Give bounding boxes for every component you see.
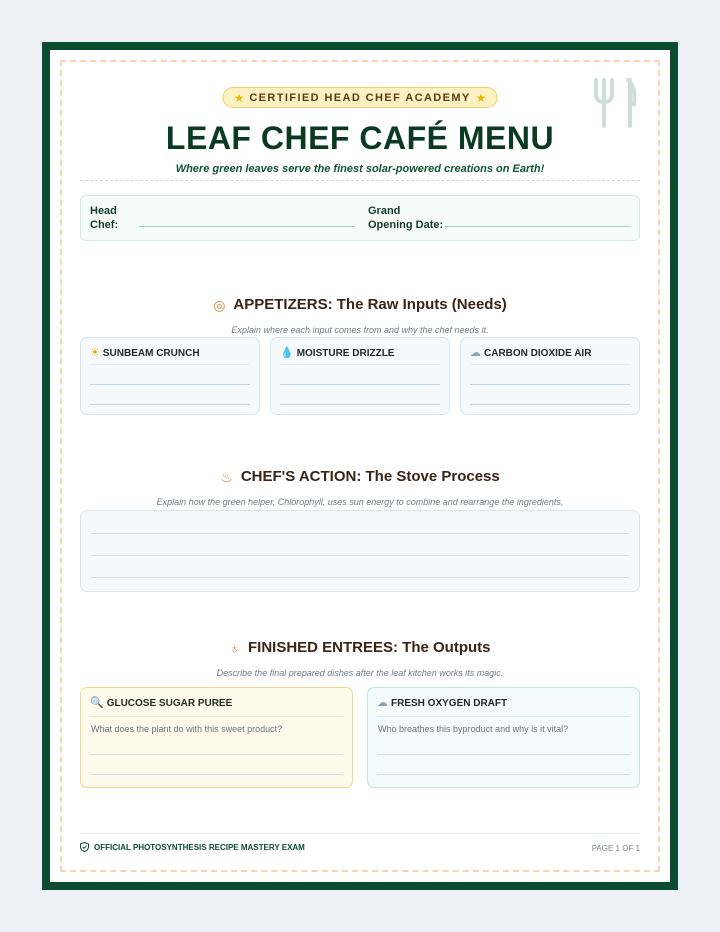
action-description: Explain how the green helper, Chlorophyll, uses sun energy to combine and rearrange the ingredients. — [156, 497, 564, 507]
shield-check-icon — [80, 842, 89, 852]
oxygen-question: Who breathes this byproduct and why is it vital? — [378, 724, 569, 734]
academy-badge — [223, 87, 498, 108]
moisture-card: 💧 MOISTURE DRIZZLE — [270, 337, 450, 415]
pot-icon: ♨ — [220, 468, 233, 485]
head-chef-field[interactable] — [139, 226, 354, 227]
answer-line[interactable] — [470, 384, 630, 385]
sun-icon: ☀ — [90, 347, 100, 359]
divider — [80, 180, 640, 181]
appetizers-title: ◎ APPETIZERS: The Raw Inputs (Needs) — [213, 296, 507, 313]
cookie-icon: ◎ — [213, 296, 226, 313]
glucose-question: What does the plant do with this sweet product? — [91, 724, 283, 734]
answer-line[interactable] — [377, 774, 630, 775]
info-box — [80, 195, 640, 241]
stove-process-box[interactable] — [80, 510, 640, 592]
opening-date-field[interactable] — [445, 226, 631, 227]
action-title: ♨ CHEF'S ACTION: The Stove Process — [220, 468, 500, 485]
answer-line[interactable] — [90, 404, 250, 405]
oxygen-card: ☁ FRESH OXYGEN DRAFT Who breathes this byproduct and why is it vital? — [367, 687, 640, 788]
cloud-icon: ☁ — [470, 347, 481, 359]
answer-line[interactable] — [280, 404, 440, 405]
star-icon: ★ — [475, 90, 487, 105]
page-subtitle: Where green leaves serve the finest solar-powered creations on Earth! — [175, 163, 545, 175]
answer-line[interactable] — [90, 754, 343, 755]
head-chef-label: Head Chef: — [90, 205, 119, 231]
magnifier-icon: 🔍 — [90, 697, 104, 709]
entrees-description: Describe the final prepared dishes after the leaf kitchen works its magic. — [216, 668, 504, 678]
footer-left: OFFICIAL PHOTOSYNTHESIS RECIPE MASTERY EXAM — [80, 842, 305, 852]
star-icon: ★ — [233, 90, 245, 105]
appetizers-description: Explain where each input comes from and why the chef needs it. — [231, 325, 489, 335]
answer-line[interactable] — [90, 774, 343, 775]
menu-page — [42, 42, 678, 890]
entrees-title: ♁ FINISHED ENTREES: The Outputs — [229, 639, 491, 656]
page-title: LEAF CHEF CAFÉ MENU — [165, 120, 555, 156]
answer-line[interactable] — [280, 384, 440, 385]
water-drop-icon: 💧 — [280, 347, 294, 359]
cloud-icon: ☁ — [377, 697, 388, 709]
answer-line[interactable] — [90, 384, 250, 385]
opening-date-label: Grand Opening Date: — [368, 205, 444, 231]
badge-text: CERTIFIED HEAD CHEF ACADEMY — [249, 91, 471, 104]
footer-divider — [80, 833, 640, 834]
answer-line[interactable] — [377, 754, 630, 755]
sunbeam-card: ☀ SUNBEAM CRUNCH — [80, 337, 260, 415]
answer-line[interactable] — [470, 404, 630, 405]
carbon-dioxide-card: ☁ CARBON DIOXIDE AIR — [460, 337, 640, 415]
glucose-card: 🔍 GLUCOSE SUGAR PUREE What does the plant do with this sweet product? — [80, 687, 353, 788]
page-number: PAGE 1 OF 1 — [591, 844, 640, 853]
award-icon: ♁ — [229, 639, 240, 656]
